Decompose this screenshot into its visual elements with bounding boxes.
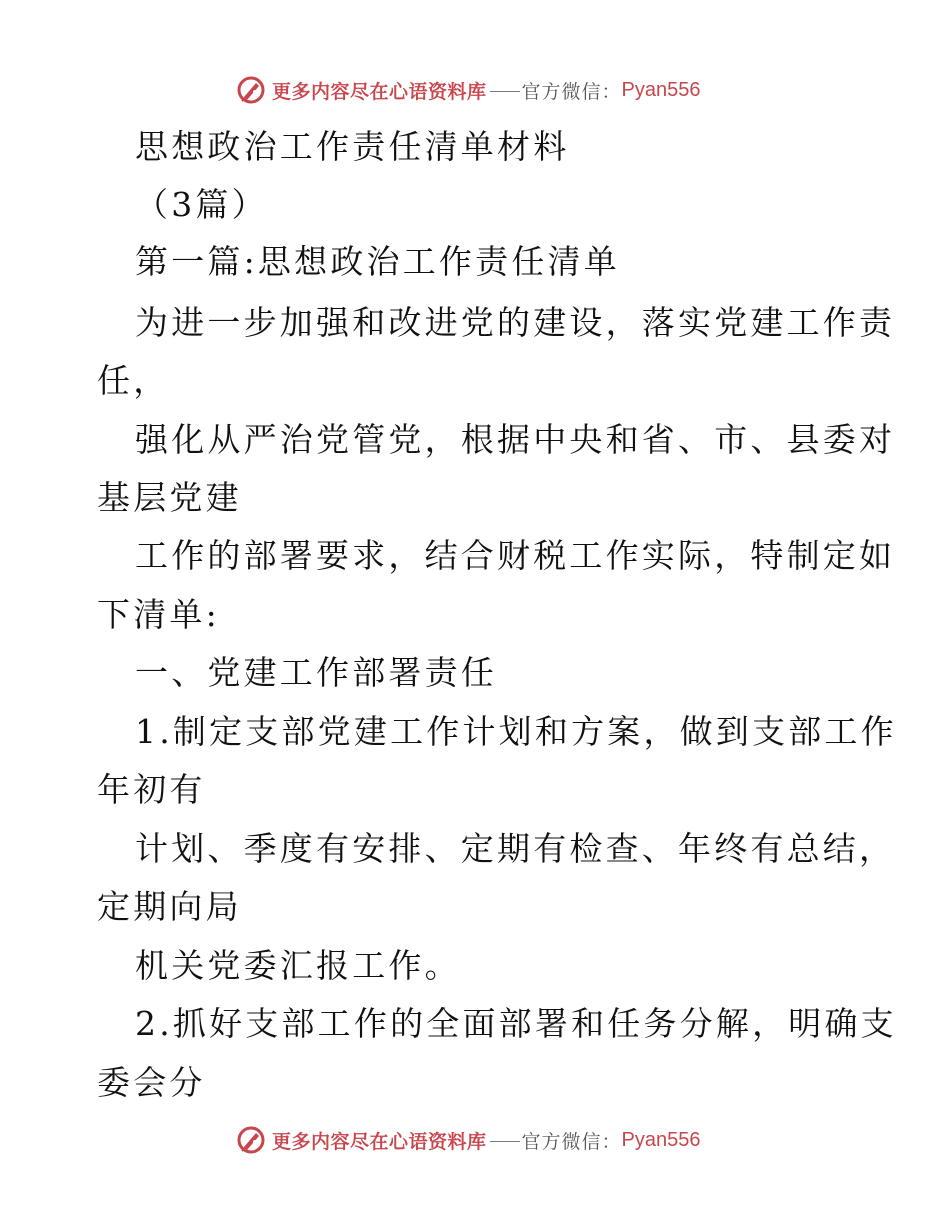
quill-pen-logo-icon	[236, 75, 266, 105]
paragraph-line: 委会分	[97, 1063, 206, 1102]
paragraph-line: 为进一步加强和改进党的建设，落实党建工作责	[135, 303, 896, 342]
paragraph-line: 强化从严治党管党，根据中央和省、市、县委对	[135, 420, 896, 459]
watermark-wechat-id: Pyan556	[621, 1128, 701, 1151]
quill-pen-logo-icon	[236, 1125, 266, 1155]
paragraph-line: 基层党建	[97, 478, 242, 517]
subsection-heading: 一、党建工作部署责任	[135, 653, 497, 692]
paragraph-line: 1.制定支部党建工作计划和方案，做到支部工作	[135, 712, 897, 751]
watermark-text: 更多内容尽在心语资料库	[272, 1130, 487, 1153]
paragraph-line: 下清单:	[97, 595, 220, 634]
paragraph-line: 工作的部署要求，结合财税工作实际，特制定如	[135, 536, 896, 575]
paragraph-line: 年初有	[97, 770, 206, 809]
document-subtitle: （3篇）	[135, 185, 268, 224]
paragraph-line: 机关党委汇报工作。	[135, 946, 461, 985]
watermark-footer	[236, 1123, 701, 1157]
watermark-wechat-id: Pyan556	[621, 78, 701, 101]
paragraph-line: 定期向局	[97, 887, 242, 926]
watermark-wechat-label: 官方微信：	[521, 80, 622, 103]
watermark-header	[236, 73, 701, 107]
document-title: 思想政治工作责任清单材料	[135, 127, 570, 166]
watermark-text: 更多内容尽在心语资料库	[272, 80, 487, 103]
section-heading: 第一篇:思想政治工作责任清单	[135, 242, 620, 281]
watermark-wechat-label: 官方微信：	[521, 1130, 622, 1153]
paragraph-line: 计划、季度有安排、定期有检查、年终有总结，	[135, 829, 896, 868]
watermark-dash	[490, 1141, 520, 1142]
paragraph-line: 2.抓好支部工作的全面部署和任务分解，明确支	[135, 1004, 897, 1043]
watermark-dash	[490, 91, 520, 92]
paragraph-line: 任，	[97, 361, 170, 400]
